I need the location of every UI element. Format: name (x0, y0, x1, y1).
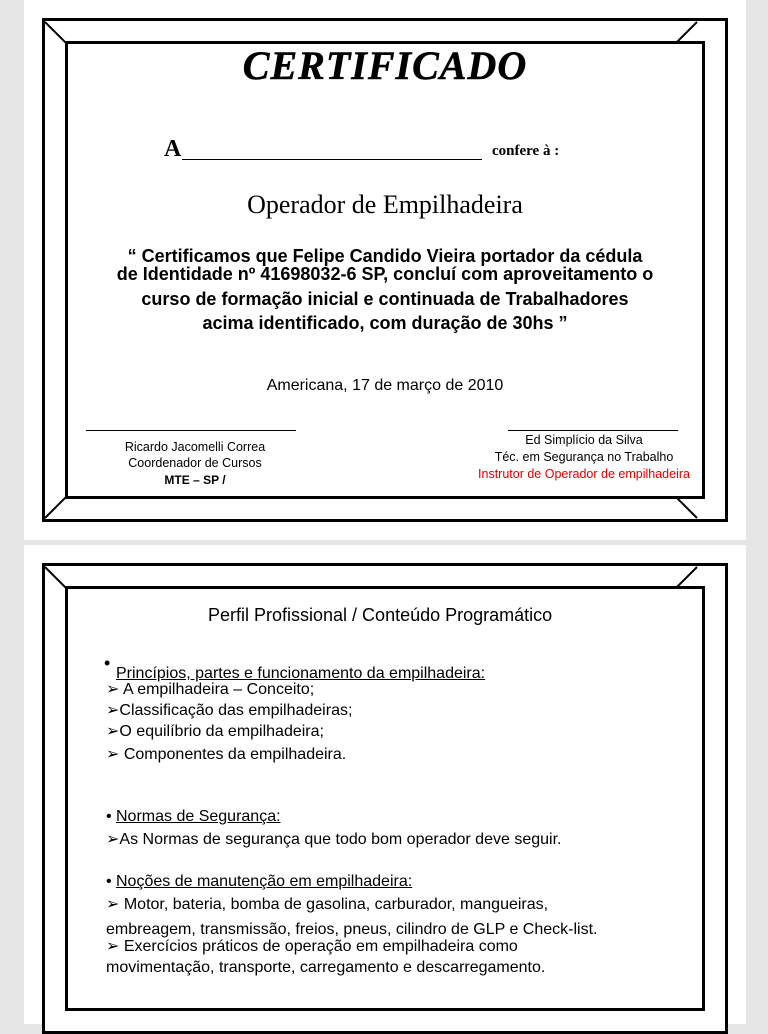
program-heading: Perfil Profissional / Conteúdo Programático (208, 605, 553, 625)
section-2-title: Normas de Segurança: (116, 808, 281, 825)
signer-right-role2: Instrutor de Operador de empilhadeira (478, 467, 690, 481)
certificate-page (24, 0, 746, 540)
section-1-title: Princípios, partes e funcionamento da empilhadeira: (116, 665, 486, 682)
body-line-1: “ Certificamos que Felipe Candido Vieira portador da cédula (127, 246, 643, 266)
signer-right-name: Ed Simplício da Silva (525, 433, 643, 447)
section-2-item: ➢As Normas de segurança que todo bom operador deve seguir. (106, 831, 562, 848)
section-1-item: ➢Classificação das empilhadeiras; (106, 702, 353, 719)
section-1-item: ➢ Componentes da empilhadeira. (106, 746, 347, 763)
course-name: Operador de Empilhadeira (247, 190, 523, 219)
section-3-item: ➢ Motor, bateria, bomba de gasolina, carburador, mangueiras, (106, 896, 549, 913)
signer-left-name: Ricardo Jacomelli Correa (124, 440, 266, 454)
recipient-prefix: A (164, 136, 182, 162)
certificate-title: CERTIFICADO (242, 43, 528, 88)
section-3-item: embreagem, transmissão, freios, pneus, cilindro de GLP e Check-list. (106, 921, 598, 938)
bullet: • (106, 808, 112, 825)
signer-right-role: Téc. em Segurança no Trabalho (494, 450, 674, 464)
signer-left-role: Coordenador de Cursos (128, 456, 262, 470)
bullet: • (104, 653, 111, 673)
bullet: • (106, 873, 112, 890)
body-line-3: curso de formação inicial e continuada de Trabalhadores (141, 289, 629, 309)
section-1-item: ➢O equilíbrio da empilhadeira; (106, 723, 324, 740)
signer-left-org: MTE – SP / (164, 473, 226, 487)
recipient-line (182, 159, 482, 160)
section-3-title: Noções de manutenção em empilhadeira: (116, 873, 413, 890)
section-3-item: movimentação, transporte, carregamento e descarregamento. (106, 959, 546, 976)
body-line-4: acima identificado, com duração de 30hs ” (202, 313, 568, 333)
section-3-item: ➢ Exercícios práticos de operação em empilhadeira como (106, 938, 518, 955)
signature-line-right (508, 430, 678, 431)
section-1-item: ➢ A empilhadeira – Conceito; (106, 681, 315, 698)
body-line-2: de Identidade nº 41698032-6 SP, concluí com aproveitamento o (116, 264, 654, 284)
program-page (24, 545, 746, 1024)
place-date: Americana, 17 de março de 2010 (266, 377, 504, 394)
confers-label: confere à : (492, 143, 560, 159)
signature-line-left (86, 430, 296, 431)
